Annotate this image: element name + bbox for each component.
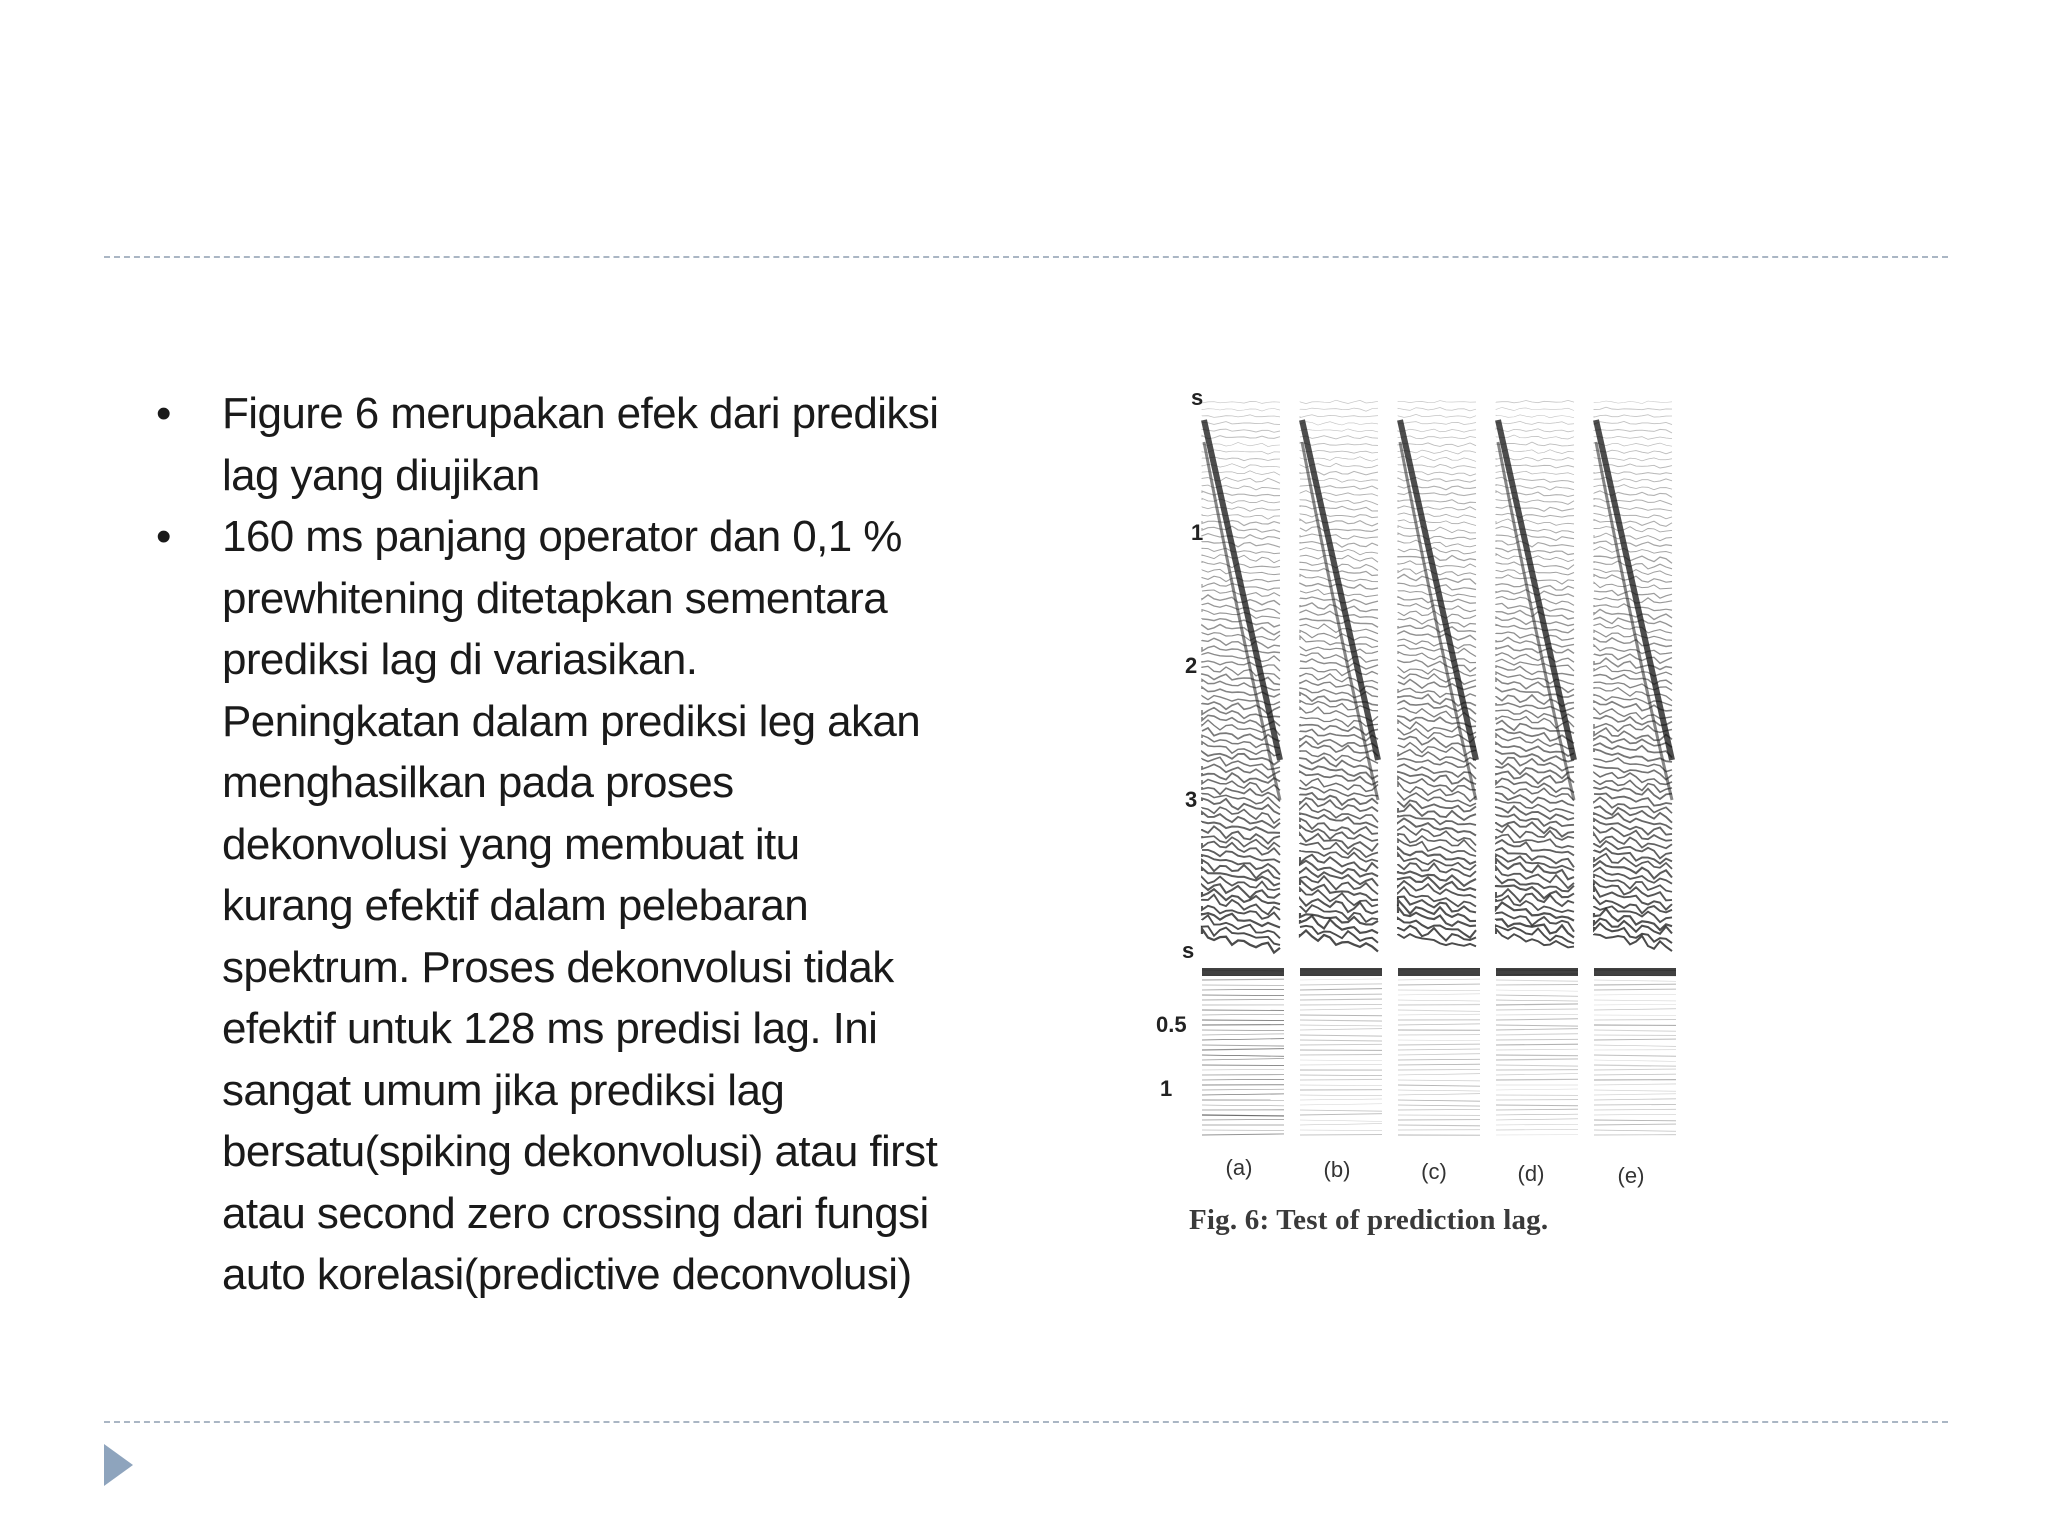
bottom-divider: [104, 1421, 1948, 1423]
lower-axis-tick-1: 0.5: [1156, 1012, 1187, 1037]
figure-caption: Fig. 6: Test of prediction lag.: [1189, 1204, 1549, 1236]
seismic-panel: [1594, 401, 1676, 1135]
upper-axis-tick-3: 3: [1185, 787, 1198, 812]
panel-label-c: (c): [1421, 1159, 1447, 1184]
lower-axis-tick-2: 1: [1160, 1076, 1173, 1101]
bullet-dot: •: [156, 512, 171, 561]
lower-axis-unit: s: [1182, 938, 1195, 963]
seismic-panel: [1300, 400, 1382, 1135]
seismic-panel: [1202, 402, 1284, 1136]
seismic-panel: [1496, 400, 1578, 1135]
panel-label-e: (e): [1617, 1163, 1645, 1188]
play-triangle-icon: [104, 1444, 133, 1486]
bullet-dot: •: [156, 389, 171, 438]
upper-axis-tick-2: 2: [1185, 653, 1198, 678]
seismic-figure: [1140, 380, 1700, 1260]
panel-label-d: (d): [1517, 1161, 1545, 1186]
bullet-text-1: Figure 6 merupakan efek dari prediksi lag yang diujikan: [222, 389, 939, 500]
top-divider: [104, 256, 1948, 258]
panel-label-b: (b): [1323, 1157, 1351, 1182]
bullet-text-2: 160 ms panjang operator dan 0,1 % prewhitening ditetapkan sementara prediksi lag di variasikan. Peningkatan dalam prediksi leg akan menghasilkan pada proses dekonvolusi yang membuat itu kurang efektif dalam pelebaran spektrum. Proses dekonvolusi tidak efektif untuk 128 ms predisi lag. Ini sangat umum jika prediksi lag bersatu(spiking dekonvolusi) atau first atau second zero crossing dari fungsi auto korelasi(predictive deconvolusi): [222, 512, 938, 1299]
bullet-item-1: [152, 383, 942, 506]
panel-label-a: (a): [1225, 1155, 1253, 1180]
upper-axis-tick-1: 1: [1191, 520, 1204, 545]
upper-axis-unit: s: [1191, 385, 1204, 410]
bullet-item-2: [152, 506, 942, 1306]
bullet-list: [152, 383, 942, 1306]
seismic-panel: [1398, 401, 1480, 1136]
